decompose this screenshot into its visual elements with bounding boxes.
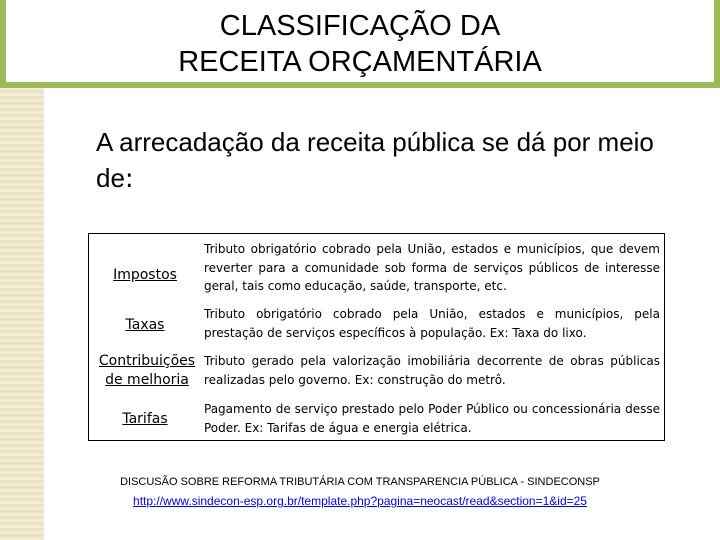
source-link[interactable]: http://www.sindecon-esp.org.br/template.php?pagina=neocast/read&section=1&id=25 (133, 494, 587, 508)
title-bar (0, 0, 720, 88)
slide-title-line-1: CLASSIFICAÇÃO DA (219, 10, 501, 42)
intro-heading-colon: : (124, 164, 134, 194)
revenue-table (88, 233, 665, 441)
row-category: Taxas (125, 317, 165, 333)
slide-title-line-2: RECEITA ORÇAMENTÁRIA (178, 46, 542, 78)
intro-heading-text: A arrecadação da receita pública se dá por meio de (96, 127, 654, 193)
decorative-side-strip (0, 88, 44, 540)
row-description: Tributo obrigatório cobrado pela União, estados e municípios, que devem reverter para a comunidade sob forma de serviços públicos de interesse geral, tais como educação, saúde, transporte, etc. (204, 242, 660, 293)
row-description: Pagamento de serviço prestado pelo Poder Público ou concessionária desse Poder. Ex: Tarifas de água e energia elétrica. (204, 402, 660, 435)
row-category-line-1: Contribuições (98, 353, 196, 369)
title-panel (6, 0, 714, 82)
row-description: Tributo gerado pela valorização imobiliária decorrente de obras públicas realizadas pelo governo. Ex: construção do metrô. (204, 354, 660, 387)
row-category: Impostos (113, 267, 177, 283)
row-category (89, 352, 205, 390)
slide-title (6, 8, 714, 80)
row-category: Tarifas (122, 411, 168, 427)
intro-heading (96, 124, 696, 197)
source-text: DISCUSÃO SOBRE REFORMA TRIBUTÁRIA COM TRANSPARENCIA PÚBLICA - SINDECONSP (120, 476, 600, 488)
row-category-line-2: de melhoria (105, 372, 189, 388)
row-description: Tributo obrigatório cobrado pela União, estados e municípios, pela prestação de serviços específicos à população. Ex: Taxa do lixo. (204, 307, 660, 340)
